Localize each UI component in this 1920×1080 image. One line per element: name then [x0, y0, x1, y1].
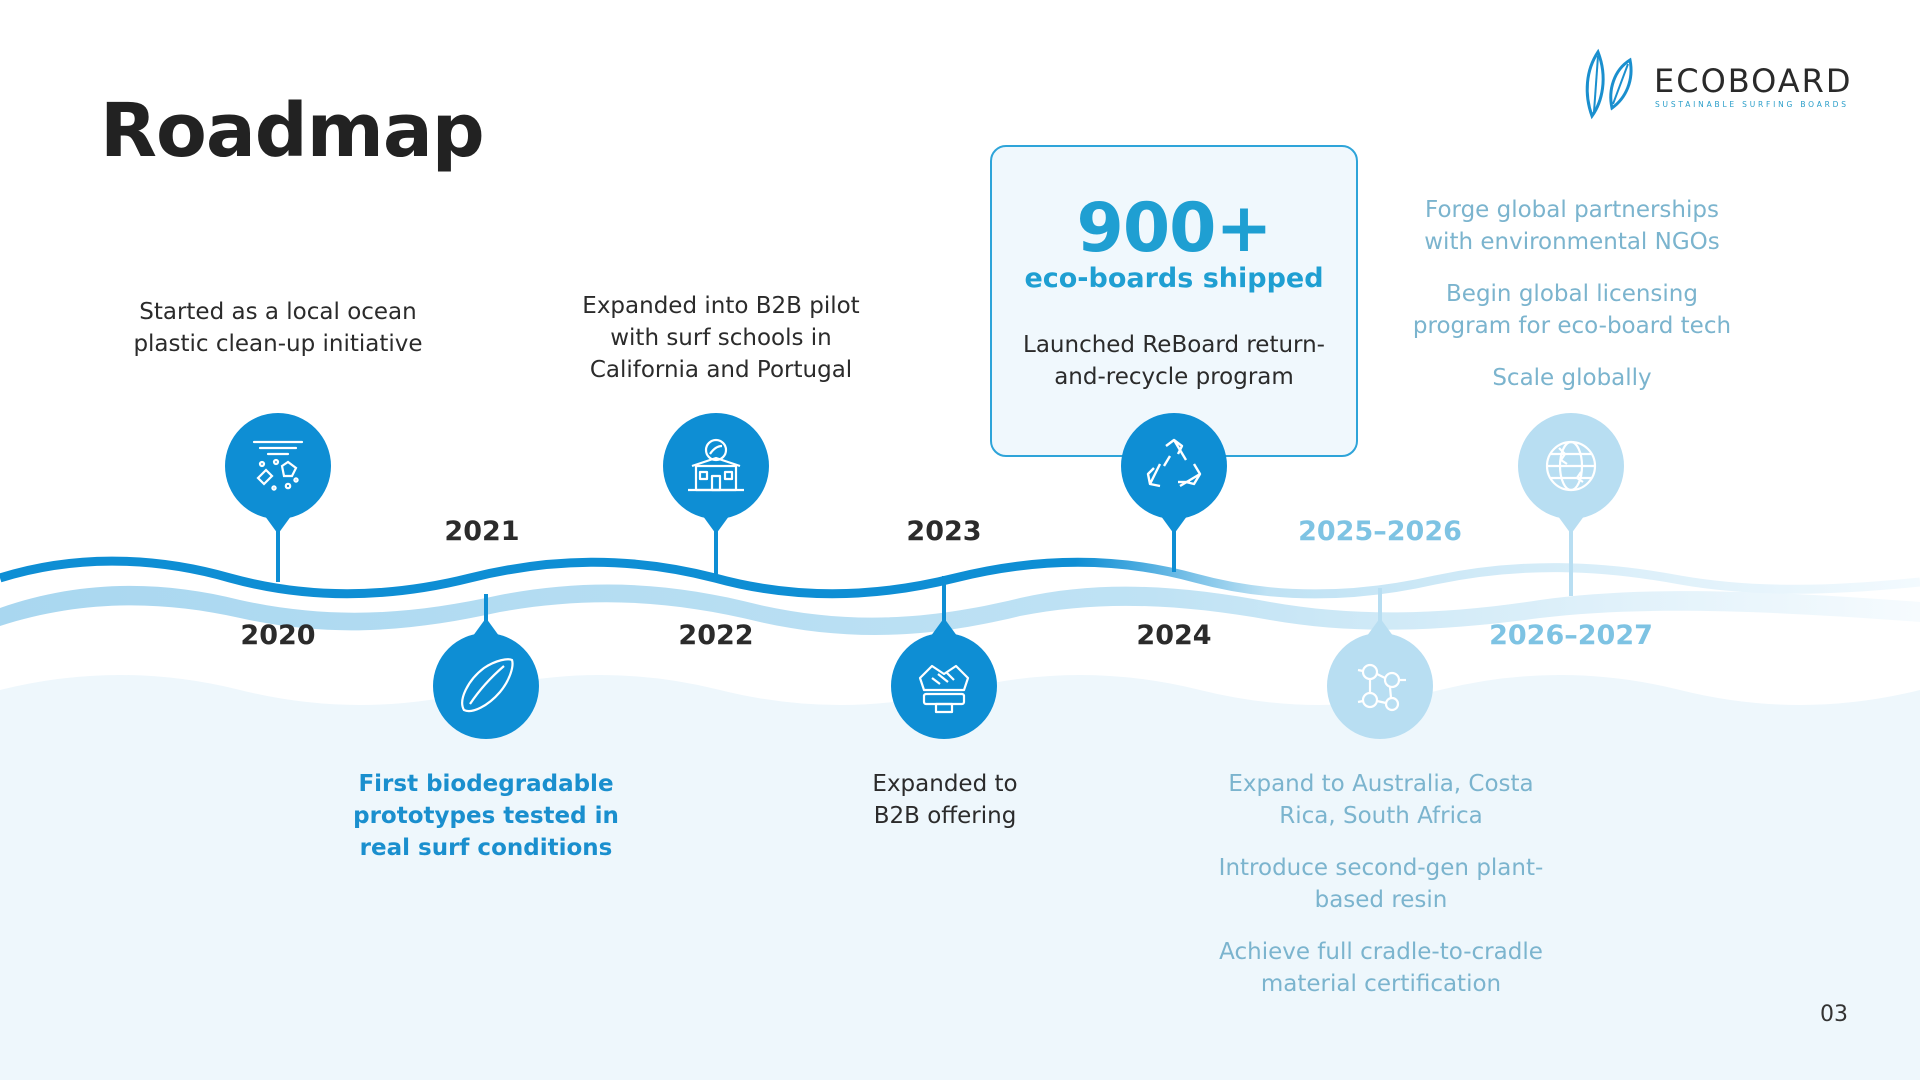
- highlight-card-2024: [990, 145, 1358, 457]
- milestone-2025-2026-line-3: Achieve full cradle-to-cradle material certification: [1219, 939, 1543, 997]
- year-2024: 2024: [1136, 620, 1212, 651]
- surf-school-icon: [686, 436, 746, 496]
- page-number: 03: [1820, 1002, 1848, 1027]
- milestone-2022-description: [576, 290, 866, 386]
- milestone-2026-2027-line-2: Begin global licensing program for eco-board tech: [1412, 281, 1732, 339]
- year-2022: 2022: [678, 620, 754, 651]
- milestone-2023-description: [850, 768, 1040, 832]
- milestone-2020-description: [108, 296, 448, 360]
- surfboard-icon: [456, 656, 516, 716]
- year-2020: 2020: [240, 620, 316, 651]
- milestone-2023-line: Expanded to B2B offering: [872, 771, 1018, 829]
- handshake-icon: [914, 656, 974, 716]
- page-title: Roadmap: [100, 88, 484, 174]
- milestone-2025-2026-description: [1210, 768, 1552, 1000]
- milestone-2024-description: Launched ReBoard return-and-recycle program: [1023, 332, 1325, 390]
- milestone-2026-2027-line-3: Scale globally: [1492, 365, 1652, 391]
- milestone-2022-line: Expanded into B2B pilot with surf schools in California and Portugal: [582, 293, 860, 383]
- milestone-2026-2027-description: [1400, 194, 1744, 394]
- milestone-2021-description: [326, 768, 646, 864]
- recycle-icon: [1144, 436, 1204, 496]
- milestone-2025-2026-line-1: Expand to Australia, Costa Rica, South Africa: [1228, 771, 1534, 829]
- year-2026-2027: 2026–2027: [1489, 620, 1653, 651]
- milestone-2025-2026-line-2: Introduce second-gen plant-based resin: [1218, 855, 1544, 913]
- logo-tagline: SUSTAINABLE SURFING BOARDS: [1655, 100, 1849, 109]
- highlight-label: eco-boards shipped: [1024, 263, 1324, 294]
- ocean-cleanup-icon: [248, 436, 308, 496]
- milestone-2026-2027-line-1: Forge global partnerships with environmental NGOs: [1424, 197, 1720, 255]
- milestone-2021-line: First biodegradable prototypes tested in real surf conditions: [353, 771, 619, 861]
- year-2023: 2023: [906, 516, 982, 547]
- year-2025-2026: 2025–2026: [1298, 516, 1462, 547]
- ecoboard-logo: [1578, 46, 1878, 126]
- highlight-number: 900+: [1076, 189, 1272, 268]
- molecule-icon: [1350, 656, 1410, 716]
- year-2021: 2021: [444, 516, 520, 547]
- surfboard-leaf-icon: [1578, 46, 1640, 122]
- logo-name: ECOBOARD: [1654, 62, 1853, 100]
- globe-icon: [1541, 436, 1601, 496]
- milestone-2020-line: Started as a local ocean plastic clean-up initiative: [133, 299, 423, 357]
